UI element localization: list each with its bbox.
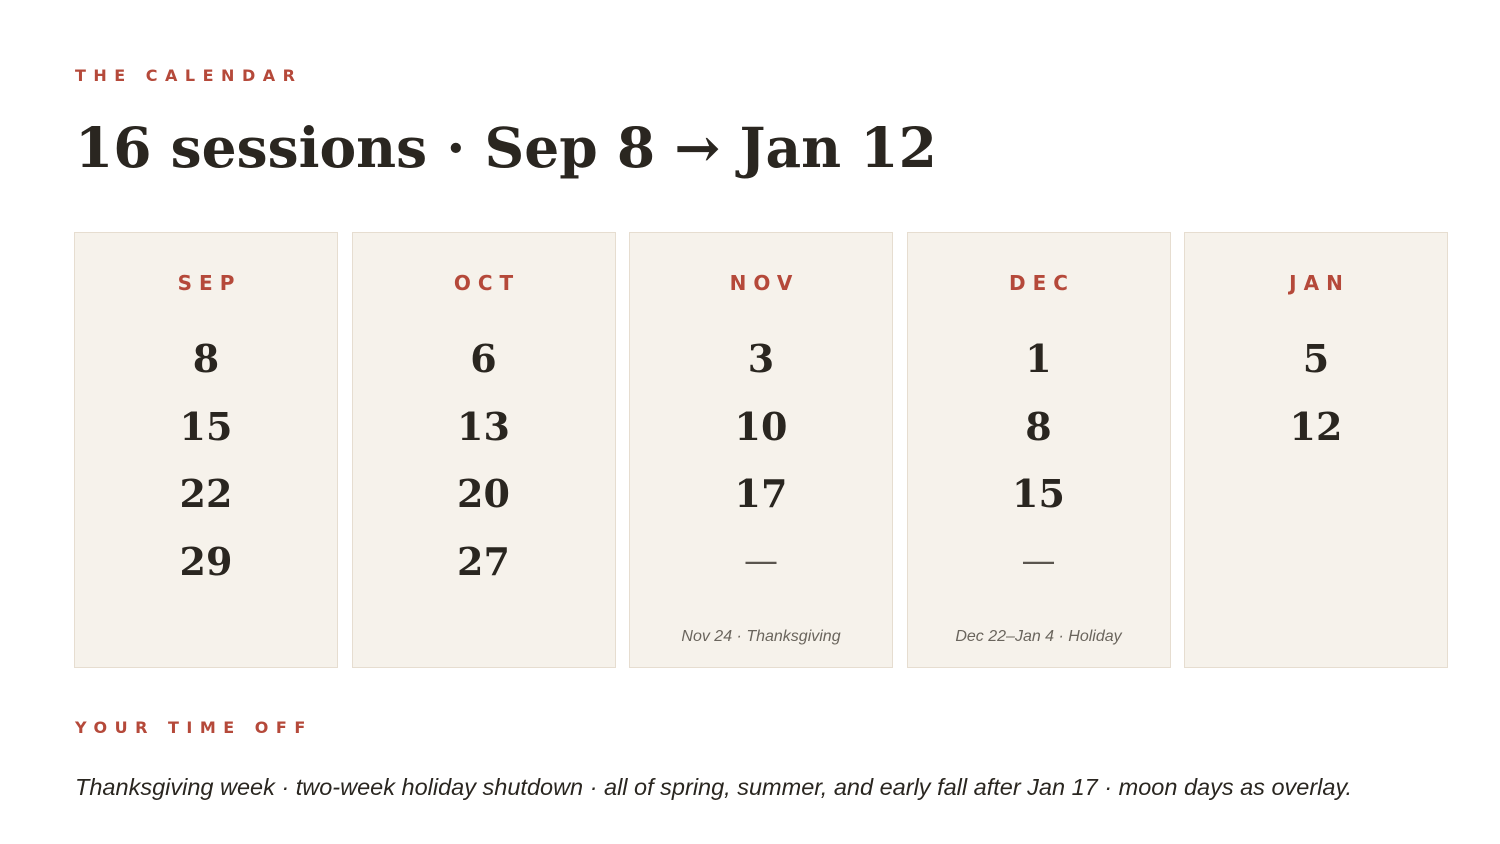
session-days [908, 325, 1170, 595]
month-card-dec [907, 232, 1171, 668]
session-days [353, 325, 615, 595]
session-day: 13 [457, 403, 510, 449]
session-day: 12 [1289, 403, 1343, 449]
session-day: 5 [1302, 336, 1330, 381]
session-day: 15 [179, 403, 233, 449]
session-day: 10 [734, 403, 788, 449]
session-day: 17 [734, 471, 788, 516]
no-session-dash: — [744, 540, 778, 581]
month-name: SEP [177, 271, 242, 295]
session-day: 1 [1025, 336, 1052, 381]
session-day: 15 [1012, 471, 1065, 516]
session-day: 8 [1025, 403, 1052, 449]
section-eyebrow-calendar: THE CALENDAR [75, 66, 303, 85]
session-day: 8 [192, 336, 220, 381]
session-days [630, 325, 892, 595]
session-day: 27 [457, 538, 510, 584]
section-eyebrow-time-off: YOUR TIME OFF [75, 718, 313, 737]
month-name: NOV [729, 271, 800, 295]
session-day: 20 [457, 471, 510, 516]
month-name: OCT [453, 271, 521, 295]
page-title: 16 sessions · Sep 8 → Jan 12 [75, 115, 937, 180]
months-grid [74, 232, 1448, 668]
month-card-sep [74, 232, 338, 668]
time-off-text: Thanksgiving week · two-week holiday shutdown · all of spring, summer, and early fall after Jan 17 · moon days as overlay. [75, 774, 1352, 800]
month-note: Dec 22–Jan 4 · Holiday [955, 628, 1122, 645]
session-day: 22 [179, 471, 233, 516]
session-days [75, 325, 337, 595]
session-days [1185, 325, 1447, 460]
session-day: 6 [470, 336, 497, 381]
month-name: JAN [1289, 271, 1350, 295]
month-card-oct [352, 232, 616, 668]
no-session-dash: — [1021, 540, 1056, 581]
session-day: 3 [747, 336, 775, 381]
month-name: DEC [1009, 271, 1075, 295]
month-card-jan [1184, 232, 1448, 668]
month-note: Nov 24 · Thanksgiving [681, 628, 841, 645]
month-card-nov [629, 232, 893, 668]
session-day: 29 [179, 538, 233, 584]
